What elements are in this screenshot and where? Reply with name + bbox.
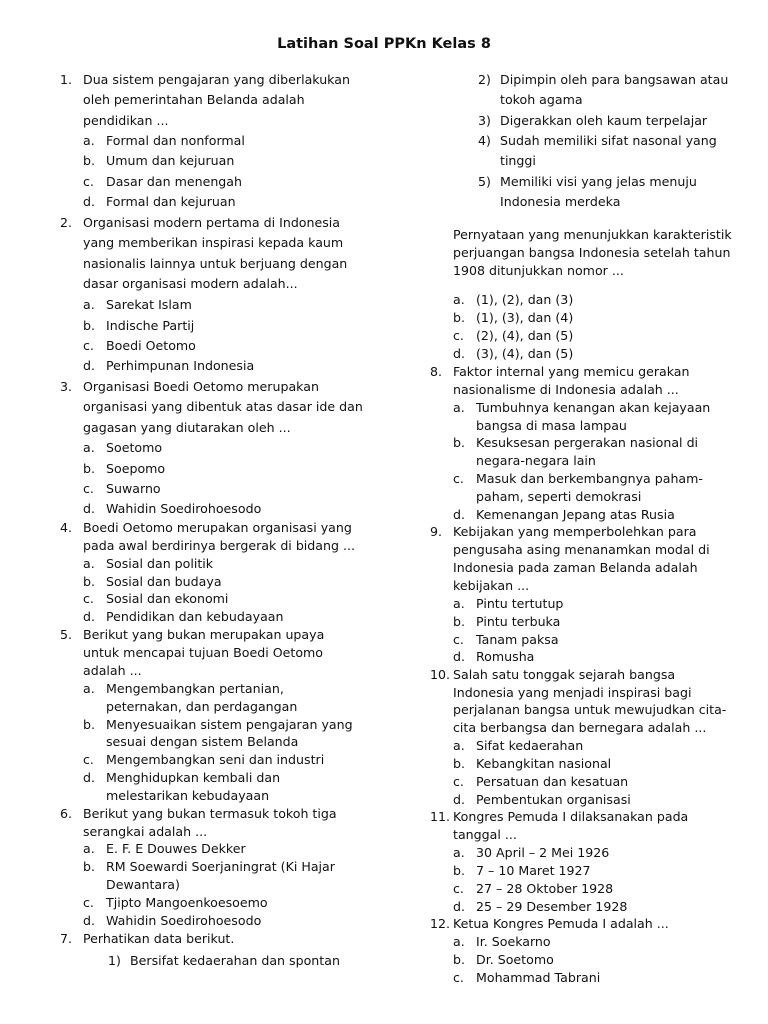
question-marker: 1. (60, 72, 73, 87)
option-marker: b. (83, 859, 95, 874)
option-text: Pendidikan dan kebudayaan (106, 609, 284, 624)
statement-marker: 5) (478, 174, 491, 189)
question-marker: 12. (430, 916, 451, 931)
question-text: organisasi yang dibentuk atas dasar ide dan (83, 399, 363, 414)
option-text: Tanam paksa (476, 632, 559, 647)
question-text: kebijakan ... (453, 578, 530, 593)
question-text: Salah satu tonggak sejarah bangsa (453, 667, 676, 682)
option-marker: c. (83, 895, 94, 910)
option-marker: b. (453, 952, 465, 967)
option-text: RM Soewardi Soerjaningrat (Ki Hajar (106, 859, 335, 874)
option-marker: c. (453, 970, 464, 985)
option-marker: a. (83, 440, 95, 455)
option-marker: c. (83, 481, 94, 496)
option-text: paham, seperti demokrasi (476, 489, 642, 504)
question-text: cita berbangsa dan bernegara adalah ... (453, 720, 707, 735)
option-text: E. F. E Douwes Dekker (106, 841, 246, 856)
option-marker: b. (83, 461, 95, 476)
option-text: Persatuan dan kesatuan (476, 774, 629, 789)
question-marker: 6. (60, 806, 73, 821)
question-text: Indonesia pada zaman Belanda adalah (453, 560, 698, 575)
option-text: Menyesuaikan sistem pengajaran yang (106, 717, 353, 732)
option-text: Wahidin Soedirohoesodo (106, 501, 262, 516)
option-marker: c. (453, 774, 464, 789)
statement-text: Memiliki visi yang jelas menuju (500, 174, 697, 189)
option-text: Wahidin Soedirohoesodo (106, 913, 262, 928)
option-text: (2), (4), dan (5) (476, 328, 574, 343)
question-text: Berikut yang bukan merupakan upaya (83, 627, 325, 642)
option-marker: b. (453, 863, 465, 878)
question-text: yang memberikan inspirasi kepada kaum (83, 235, 344, 250)
question-text: Faktor internal yang memicu gerakan (453, 364, 690, 379)
question-marker: 7. (60, 931, 73, 946)
option-text: sesuai dengan sistem Belanda (106, 734, 299, 749)
question-marker: 3. (60, 379, 73, 394)
question-text: adalah ... (83, 663, 142, 678)
option-text: Mengembangkan seni dan industri (106, 752, 325, 767)
option-marker: a. (453, 292, 465, 307)
option-text: Sosial dan budaya (106, 574, 222, 589)
option-marker: b. (453, 756, 465, 771)
question-marker: 10. (430, 667, 451, 682)
question-marker: 4. (60, 520, 73, 535)
option-marker: d. (83, 194, 95, 209)
option-text: Sarekat Islam (106, 297, 192, 312)
question-text: pengusaha asing menanamkan modal di (453, 542, 710, 557)
option-marker: d. (453, 649, 465, 664)
option-marker: c. (83, 338, 94, 353)
option-marker: a. (453, 738, 465, 753)
option-text: Dr. Soetomo (476, 952, 554, 967)
question-text: Dua sistem pengajaran yang diberlakukan (83, 72, 350, 87)
option-text: Ir. Soekarno (476, 934, 551, 949)
question-text: untuk mencapai tujuan Boedi Oetomo (83, 645, 324, 660)
option-text: (1), (3), dan (4) (476, 310, 574, 325)
statement-marker: 4) (478, 133, 491, 148)
option-text: Boedi Oetomo (106, 338, 196, 353)
option-text: Suwarno (106, 481, 161, 496)
option-marker: c. (453, 881, 464, 896)
option-text: negara-negara lain (476, 453, 596, 468)
option-marker: a. (83, 556, 95, 571)
option-marker: d. (83, 358, 95, 373)
question-text: oleh pemerintahan Belanda adalah (83, 92, 305, 107)
option-marker: a. (83, 297, 95, 312)
option-marker: a. (83, 133, 95, 148)
option-marker: b. (83, 717, 95, 732)
option-marker: d. (453, 792, 465, 807)
option-text: bangsa di masa lampau (476, 418, 627, 433)
option-text: Soetomo (106, 440, 163, 455)
option-marker: d. (453, 346, 465, 361)
option-text: Umum dan kejuruan (106, 153, 235, 168)
option-text: Pembentukan organisasi (476, 792, 631, 807)
option-marker: a. (453, 400, 465, 415)
option-text: Dewantara) (106, 877, 180, 892)
option-marker: a. (83, 841, 95, 856)
question-text: tanggal ... (453, 827, 517, 842)
option-text: Masuk dan berkembangnya paham- (476, 471, 703, 486)
question-marker: 2. (60, 215, 73, 230)
statement-marker: 3) (478, 113, 491, 128)
option-text: Sosial dan ekonomi (106, 591, 229, 606)
option-text: 7 – 10 Maret 1927 (476, 863, 591, 878)
option-text: peternakan, dan perdagangan (106, 699, 298, 714)
option-text: Menghidupkan kembali dan (106, 770, 281, 785)
question-text: Kongres Pemuda I dilaksanakan pada (453, 809, 689, 824)
statement-text: Indonesia merdeka (500, 194, 621, 209)
option-text: (3), (4), dan (5) (476, 346, 574, 361)
option-marker: a. (453, 934, 465, 949)
option-text: Tumbuhnya kenangan akan kejayaan (476, 400, 711, 415)
option-marker: b. (83, 318, 95, 333)
question-text: Kebijakan yang memperbolehkan para (453, 524, 697, 539)
question-text: serangkai adalah ... (83, 824, 208, 839)
question-text: Organisasi Boedi Oetomo merupakan (83, 379, 319, 394)
question-marker: 11. (430, 809, 451, 824)
option-text: Kemenangan Jepang atas Rusia (476, 507, 675, 522)
statement-text: Digerakkan oleh kaum terpelajar (500, 113, 708, 128)
option-marker: b. (83, 153, 95, 168)
option-marker: c. (453, 328, 464, 343)
option-text: melestarikan kebudayaan (106, 788, 270, 803)
question-text: Perhatikan data berikut. (83, 931, 235, 946)
option-text: Soepomo (106, 461, 166, 476)
paragraph-text: 1908 ditunjukkan nomor ... (453, 263, 624, 278)
option-text: Formal dan kejuruan (106, 194, 236, 209)
option-marker: d. (453, 507, 465, 522)
statement-text: tokoh agama (500, 92, 583, 107)
option-marker: a. (83, 681, 95, 696)
option-marker: c. (453, 471, 464, 486)
option-text: Kebangkitan nasional (476, 756, 612, 771)
option-marker: c. (83, 752, 94, 767)
statement-text: Sudah memiliki sifat nasonal yang (500, 133, 717, 148)
option-marker: c. (83, 591, 94, 606)
option-text: Mohammad Tabrani (476, 970, 601, 985)
question-marker: 5. (60, 627, 73, 642)
option-text: 27 – 28 Oktober 1928 (476, 881, 614, 896)
question-text: Ketua Kongres Pemuda I adalah ... (453, 916, 669, 931)
question-text: perjalanan bangsa untuk mewujudkan cita- (453, 702, 727, 717)
option-text: Pintu tertutup (476, 596, 564, 611)
option-text: 25 – 29 Desember 1928 (476, 899, 628, 914)
option-marker: a. (453, 596, 465, 611)
option-marker: d. (83, 913, 95, 928)
question-text: nasionalis lainnya untuk berjuang dengan (83, 256, 348, 271)
option-marker: d. (453, 899, 465, 914)
question-marker: 8. (430, 364, 443, 379)
option-text: Tjipto Mangoenkoesoemo (106, 895, 268, 910)
option-marker: c. (83, 174, 94, 189)
option-marker: d. (83, 609, 95, 624)
question-text: Organisasi modern pertama di Indonesia (83, 215, 341, 230)
option-text: Perhimpunan Indonesia (106, 358, 255, 373)
option-marker: a. (453, 845, 465, 860)
statement-marker: 2) (478, 72, 491, 87)
option-text: Sifat kedaerahan (476, 738, 584, 753)
question-text: nasionalisme di Indonesia adalah ... (453, 382, 679, 397)
option-text: Kesuksesan pergerakan nasional di (476, 435, 699, 450)
option-marker: b. (453, 614, 465, 629)
question-text: pada awal berdirinya bergerak di bidang ... (83, 538, 356, 553)
option-text: 30 April – 2 Mei 1926 (476, 845, 610, 860)
question-text: dasar organisasi modern adalah... (83, 276, 298, 291)
statement-marker: 1) (108, 953, 121, 968)
option-marker: b. (453, 310, 465, 325)
option-text: Dasar dan menengah (106, 174, 242, 189)
option-text: (1), (2), dan (3) (476, 292, 574, 307)
question-marker: 9. (430, 524, 443, 539)
statement-text: Dipimpin oleh para bangsawan atau (500, 72, 729, 87)
option-marker: c. (453, 632, 464, 647)
option-marker: b. (453, 435, 465, 450)
question-text: Boedi Oetomo merupakan organisasi yang (83, 520, 352, 535)
option-marker: b. (83, 574, 95, 589)
question-text: gagasan yang diutarakan oleh ... (83, 420, 291, 435)
paragraph-text: perjuangan bangsa Indonesia setelah tahun (453, 245, 731, 260)
option-text: Sosial dan politik (106, 556, 214, 571)
option-text: Formal dan nonformal (106, 133, 245, 148)
paragraph-text: Pernyataan yang menunjukkan karakteristik (453, 227, 732, 242)
question-text: Indonesia yang menjadi inspirasi bagi (453, 685, 692, 700)
option-marker: d. (83, 770, 95, 785)
option-text: Mengembangkan pertanian, (106, 681, 284, 696)
option-marker: d. (83, 501, 95, 516)
question-text: pendidikan ... (83, 113, 169, 128)
statement-text: Bersifat kedaerahan dan spontan (130, 953, 340, 968)
option-text: Romusha (476, 649, 535, 664)
question-text: Berikut yang bukan termasuk tokoh tiga (83, 806, 337, 821)
statement-text: tinggi (500, 153, 536, 168)
option-text: Indische Partij (106, 318, 195, 333)
option-text: Pintu terbuka (476, 614, 561, 629)
page-title: Latihan Soal PPKn Kelas 8 (277, 36, 491, 52)
